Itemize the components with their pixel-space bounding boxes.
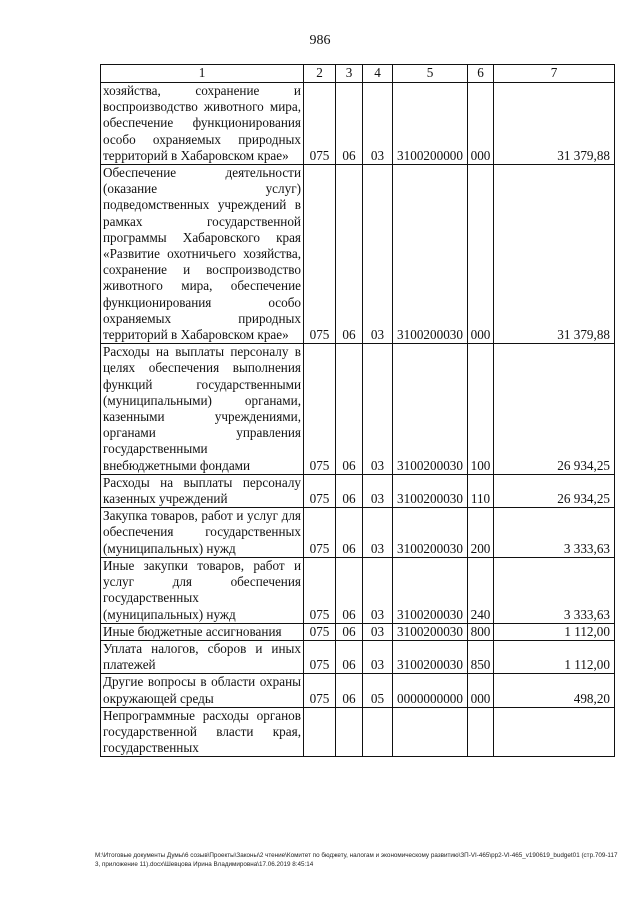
- row-amount: 26 934,25: [494, 344, 615, 475]
- table-row: [101, 165, 615, 344]
- table-row: [101, 344, 615, 475]
- row-expense-type: 110: [468, 474, 494, 507]
- row-subsection-code: 03: [363, 344, 393, 475]
- row-name: Расходы на выплаты персоналу в целях обеспечения выполнения функций государственными (муниципальными) органами, казенными учреждениями, органами управления государственными внебюджетными фондами: [101, 344, 304, 475]
- row-expense-type: 800: [468, 623, 494, 640]
- column-header-2: 2: [304, 65, 336, 83]
- row-subsection-code: 03: [363, 640, 393, 673]
- row-section-code: 06: [336, 83, 363, 165]
- row-target-code: 3100200030: [393, 557, 468, 623]
- row-amount: 498,20: [494, 674, 615, 707]
- row-section-code: [336, 707, 363, 757]
- row-subsection-code: [363, 707, 393, 757]
- row-expense-type: 000: [468, 674, 494, 707]
- row-expense-type: 200: [468, 508, 494, 558]
- row-name: Иные бюджетные ассигнования: [101, 623, 304, 640]
- row-section-code: 06: [336, 674, 363, 707]
- row-target-code: 3100200030: [393, 165, 468, 344]
- row-ministry-code: 075: [304, 508, 336, 558]
- row-section-code: 06: [336, 165, 363, 344]
- row-ministry-code: 075: [304, 674, 336, 707]
- column-header-1: 1: [101, 65, 304, 83]
- row-ministry-code: 075: [304, 83, 336, 165]
- row-amount: [494, 707, 615, 757]
- row-name: Уплата налогов, сборов и иных платежей: [101, 640, 304, 673]
- row-section-code: 06: [336, 474, 363, 507]
- row-name: хозяйства, сохранение и воспроизводство животного мира, обеспечение функционирования особо охраняемых природных территорий в Хабаровском крае»: [101, 83, 304, 165]
- row-ministry-code: 075: [304, 165, 336, 344]
- row-expense-type: [468, 707, 494, 757]
- row-target-code: 3100200000: [393, 83, 468, 165]
- row-expense-type: 100: [468, 344, 494, 475]
- column-header-3: 3: [336, 65, 363, 83]
- row-amount: 1 112,00: [494, 623, 615, 640]
- column-header-7: 7: [494, 65, 615, 83]
- row-subsection-code: 05: [363, 674, 393, 707]
- row-target-code: 3100200030: [393, 508, 468, 558]
- row-ministry-code: [304, 707, 336, 757]
- row-name: Расходы на выплаты персоналу казенных учреждений: [101, 474, 304, 507]
- row-ministry-code: 075: [304, 474, 336, 507]
- table-row: [101, 557, 615, 623]
- row-expense-type: 000: [468, 165, 494, 344]
- row-section-code: 06: [336, 344, 363, 475]
- row-target-code: 3100200030: [393, 474, 468, 507]
- row-subsection-code: 03: [363, 557, 393, 623]
- row-target-code: 3100200030: [393, 344, 468, 475]
- document-path-footer: M:\Итоговые документы Думы\6 созыв\Проекты\Законы\2 чтение\Комитет по бюджету, налогам и экономическому развитию\ЗП-VI-465\pp2-VI-465_v190619_budget01 (стр.709-1173, приложение 11).docx\Шевцова Ирина Владимировна\17.06.2019 8:45:14: [95, 852, 618, 868]
- row-target-code: 0000000000: [393, 674, 468, 707]
- row-section-code: 06: [336, 557, 363, 623]
- row-name: Закупка товаров, работ и услуг для обеспечения государственных (муниципальных) нужд: [101, 508, 304, 558]
- table-row: [101, 508, 615, 558]
- column-header-4: 4: [363, 65, 393, 83]
- row-target-code: 3100200030: [393, 640, 468, 673]
- row-amount: 31 379,88: [494, 165, 615, 344]
- row-amount: 1 112,00: [494, 640, 615, 673]
- row-name: Обеспечение деятельности (оказание услуг) подведомственных учреждений в рамках государственной программы Хабаровского края «Развитие охотничьего хозяйства, сохранение и воспроизводство животного мира, обеспечение функционирования особо охраняемых природных территорий в Хабаровском крае»: [101, 165, 304, 344]
- column-header-5: 5: [393, 65, 468, 83]
- row-name: Непрограммные расходы органов государственной власти края, государственных: [101, 707, 304, 757]
- row-subsection-code: 03: [363, 83, 393, 165]
- budget-table: [100, 64, 615, 757]
- row-subsection-code: 03: [363, 474, 393, 507]
- table-row: [101, 83, 615, 165]
- row-expense-type: 000: [468, 83, 494, 165]
- row-subsection-code: 03: [363, 165, 393, 344]
- row-subsection-code: 03: [363, 623, 393, 640]
- table-row: [101, 623, 615, 640]
- row-expense-type: 850: [468, 640, 494, 673]
- row-ministry-code: 075: [304, 623, 336, 640]
- table-row: [101, 474, 615, 507]
- row-ministry-code: 075: [304, 640, 336, 673]
- table-header-row: [101, 65, 615, 83]
- row-expense-type: 240: [468, 557, 494, 623]
- row-name: Другие вопросы в области охраны окружающей среды: [101, 674, 304, 707]
- table-row: [101, 707, 615, 757]
- row-target-code: 3100200030: [393, 623, 468, 640]
- row-amount: 26 934,25: [494, 474, 615, 507]
- row-section-code: 06: [336, 623, 363, 640]
- row-ministry-code: 075: [304, 557, 336, 623]
- row-name: Иные закупки товаров, работ и услуг для обеспечения государственных (муниципальных) нужд: [101, 557, 304, 623]
- table-row: [101, 674, 615, 707]
- row-target-code: [393, 707, 468, 757]
- column-header-6: 6: [468, 65, 494, 83]
- row-section-code: 06: [336, 508, 363, 558]
- row-subsection-code: 03: [363, 508, 393, 558]
- row-amount: 3 333,63: [494, 508, 615, 558]
- table-row: [101, 640, 615, 673]
- row-ministry-code: 075: [304, 344, 336, 475]
- page-number: 986: [309, 33, 331, 48]
- row-section-code: 06: [336, 640, 363, 673]
- row-amount: 3 333,63: [494, 557, 615, 623]
- row-amount: 31 379,88: [494, 83, 615, 165]
